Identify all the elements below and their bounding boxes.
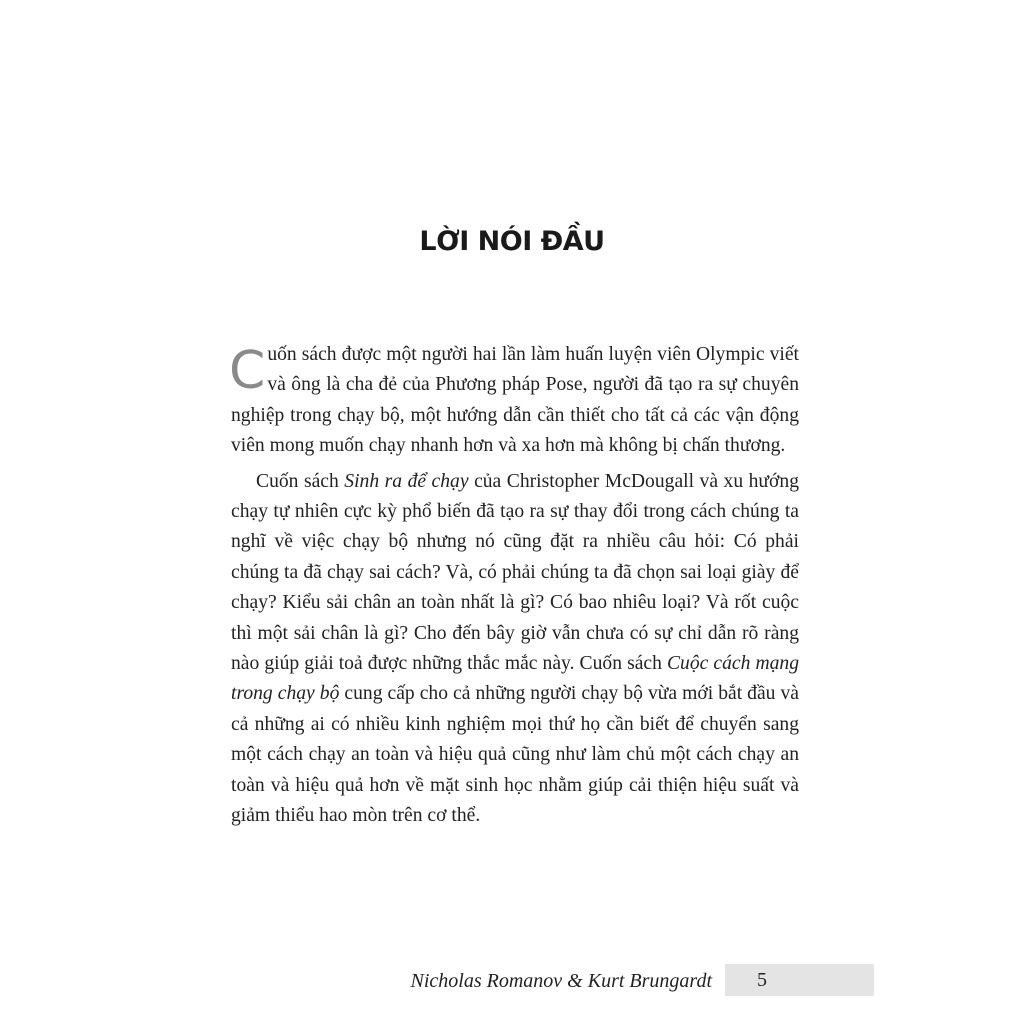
paragraph-2-part2: của Christopher McDougall và xu hướng chạy tự nhiên cực kỳ phổ biến đã tạo ra sự thay đổi trong cách chúng ta nghĩ về việc chạy bộ nhưng nó cũng đặt ra nhiều câu hỏi: Có phải chúng ta đã chạy sai cách? Và, có phải chúng ta đã chọn sai loại giày để chạy? Kiểu sải chân an toàn nhất là gì? Có bao nhiêu loại? Và rốt cuộc thì một sải chân là gì? Cho đến bây giờ vẫn chưa có sự chỉ dẫn rõ ràng nào giúp giải toả được những thắc mắc này. Cuốn sách (231, 470, 800, 675)
page-number: 5 (757, 969, 767, 991)
paragraph-1 (231, 340, 799, 462)
book-title-italic-1: Sinh ra để chạy (344, 470, 469, 492)
page-number-box (725, 964, 874, 996)
paragraph-1-text: uốn sách được một người hai lần làm huấn luyện viên Olympic viết và ông là cha đẻ của Phương pháp Pose, người đã tạo ra sự chuyên nghiệp trong chạy bộ, một hướng dẫn cần thiết cho tất cả các vận động viên mong muốn chạy nhanh hơn và xa hơn mà không bị chấn thương. (231, 344, 799, 457)
paragraph-2 (231, 467, 799, 832)
book-title-italic-2: Cuộc cách mạng trong chạy bộ (231, 653, 799, 705)
drop-cap: C (229, 341, 266, 401)
paragraph-2-part1: Cuốn sách (256, 470, 345, 492)
footer-authors: Nicholas Romanov & Kurt Brungardt (410, 970, 712, 992)
body-text (231, 340, 799, 832)
paragraph-2-part3: cung cấp cho cả những người chạy bộ vừa mới bắt đầu và cả những ai có nhiều kinh nghiệm mọi thứ họ cần biết để chuyển sang một cách chạy an toàn và hiệu quả cũng như làm chủ một cách chạy an toàn và hiệu quả hơn về mặt sinh học nhằm giúp cải thiện hiệu suất và giảm thiểu hao mòn trên cơ thể. (231, 683, 799, 827)
page-title: LỜI NÓI ĐẦU (419, 226, 605, 257)
